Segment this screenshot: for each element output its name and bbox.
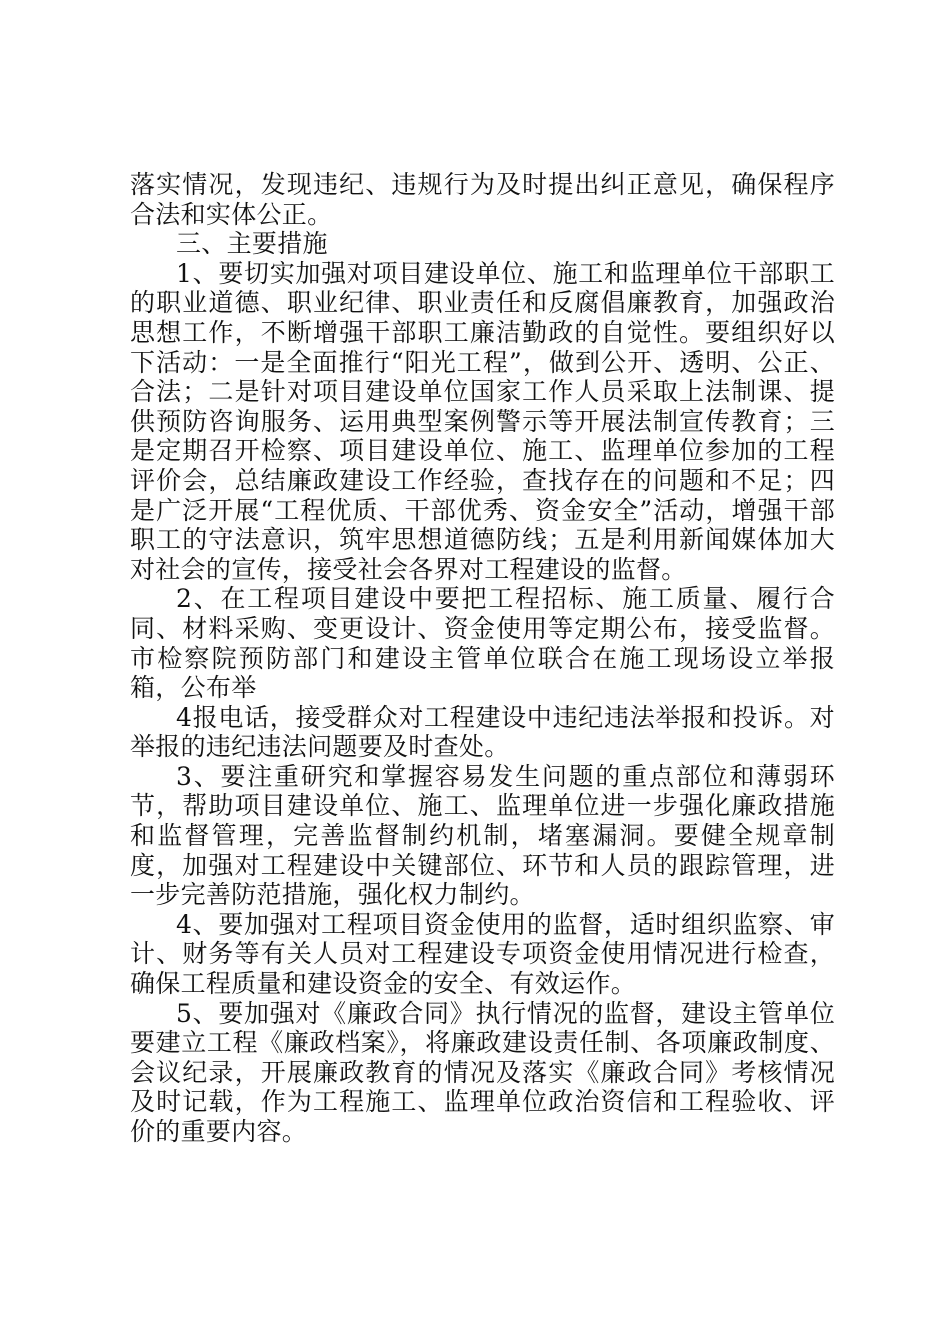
paragraph-measure-2: 2、在工程项目建设中要把工程招标、施工质量、履行合同、材料采购、变更设计、资金使用等定期公布，接受监督。市检察院预防部门和建设主管单位联合在施工现场设立举报箱，公布举 [130, 584, 835, 703]
paragraph-measure-5: 5、要加强对《廉政合同》执行情况的监督，建设主管单位要建立工程《廉政档案》，将廉政建设责任制、各项廉政制度、会议纪录，开展廉政教育的情况及落实《廉政合同》考核情况及时记载，作为工程施工、监理单位政治资信和工程验收、评价的重要内容。 [130, 998, 835, 1146]
page-number: 4 [176, 702, 193, 732]
paragraph-measure-1: 1、要切实加强对项目建设单位、施工和监理单位干部职工的职业道德、职业纪律、职业责任和反腐倡廉教育，加强政治思想工作，不断增强干部职工廉洁勤政的自觉性。要组织好以下活动：一是全面推行“阳光工程”，做到公开、透明、公正、合法；二是针对项目建设单位国家工作人员采取上法制课、提供预防咨询服务、运用典型案例警示等开展法制宣传教育；三是定期召开检察、项目建设单位、施工、监理单位参加的工程评价会，总结廉政建设工作经验，查找存在的问题和不足；四是广泛开展“工程优质、干部优秀、资金安全”活动，增强干部职工的守法意识，筑牢思想道德防线；五是利用新闻媒体加大对社会的宣传，接受社会各界对工程建设的监督。 [130, 258, 835, 584]
paragraph-continuation: 落实情况，发现违纪、违规行为及时提出纠正意见，确保程序合法和实体公正。 [130, 170, 835, 229]
section-heading: 三、主要措施 [176, 229, 328, 259]
paragraph-report-phone [130, 703, 835, 762]
paragraph-measure-4: 4、要加强对工程项目资金使用的监督，适时组织监察、审计、财务等有关人员对工程建设专项资金使用情况进行检查，确保工程质量和建设资金的安全、有效运作。 [130, 909, 835, 999]
paragraph-measure-3: 3、要注重研究和掌握容易发生问题的重点部位和薄弱环节，帮助项目建设单位、施工、监理单位进一步强化廉政措施和监督管理，完善监督制约机制，堵塞漏洞。要健全规章制度，加强对工程建设中关键部位、环节和人员的跟踪管理，进一步完善防范措施，强化权力制约。 [130, 761, 835, 910]
paragraph-report-phone-text: 报电话，接受群众对工程建设中违纪违法举报和投诉。对举报的违纪违法问题要及时查处。 [130, 702, 835, 762]
document-page [130, 170, 835, 1147]
